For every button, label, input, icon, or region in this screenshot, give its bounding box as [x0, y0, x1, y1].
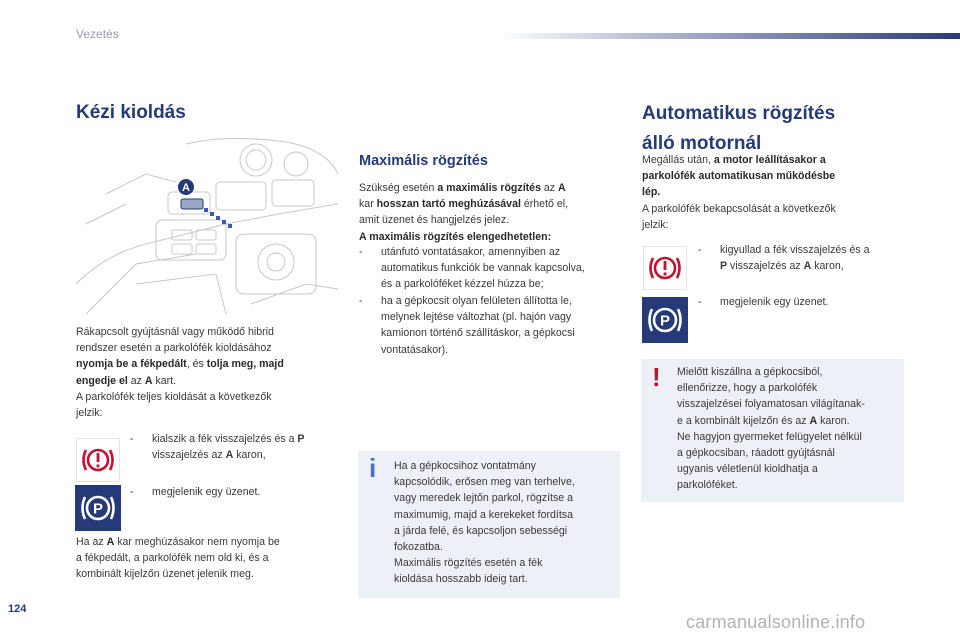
svg-text:P: P	[92, 500, 104, 518]
section-title: Vezetés	[76, 27, 119, 41]
header-bar	[500, 33, 960, 39]
left-note: Ha az A kar meghúzásakor nem nyomja be a fékpedált, a parkolófék nem old ki, és a kombinált kijelzőn üzenet jelenik meg.	[76, 536, 280, 581]
right-item-2: - megjelenik egy üzenet.	[698, 296, 829, 308]
warning-box	[641, 359, 904, 502]
heading-max-lock: Maximális rögzítés	[359, 153, 488, 169]
warning-text: Mielőtt kiszállna a gépkocsiból, ellenőrizze, hogy a parkolófék visszajelzései folyamatosan világítanak- e a kombinált kijelzőn és az A karon. Ne hagyjon gyermeket felügyelet nélkül a gépkocsiban, ráadott gyújtásnál ugyanis véletlenül kioldhatja a parkolóféket.	[677, 366, 865, 492]
info-icon: i	[369, 453, 377, 483]
illustration-label-a: A	[182, 182, 190, 194]
middle-bullet-2: - ha a gépkocsit olyan felületen állította le, melynek lejtése változhat (pl. hajón vagy kamionon történő szállításkor, a gépkocsi vontatásakor).	[359, 295, 575, 356]
parking-brake-icon	[75, 485, 121, 531]
svg-text:P: P	[659, 312, 671, 330]
middle-bullet-1: - utánfutó vontatásakor, amennyiben az automatikus funkciók be vannak kapcsolva, és a parkolóféket kézzel húzza be;	[359, 246, 585, 291]
page-number: 124	[8, 603, 27, 615]
info-box	[358, 451, 620, 598]
info-text: Ha a gépkocsihoz vontatmány kapcsolódik, erősen meg van terhelve, vagy meredek lejtőn parkol, rögzítse a maximumig, majd a kerekeket fordítsa a járda felé, és kapcsoljon sebességi fokozatba. Maximális rögzítés esetén a fék kioldása hosszabb ideig tart.	[394, 460, 575, 586]
brake-warning-icon	[76, 438, 120, 482]
parking-brake-icon	[642, 297, 688, 343]
exclamation-icon: !	[652, 362, 661, 392]
right-intro: Megállás után, a motor leállításakor a parkolófék automatikusan működésbe lép. A parkolófék bekapcsolását a következők jelzik:	[642, 154, 836, 231]
watermark: carmanualsonline.info	[686, 612, 866, 632]
brake-warning-icon	[643, 246, 687, 290]
left-item-2: - megjelenik egy üzenet.	[130, 486, 261, 498]
heading-auto-lock: Automatikus rögzítés álló motornál	[642, 103, 836, 154]
heading-manual-release: Kézi kioldás	[76, 102, 186, 123]
console-illustration	[76, 134, 338, 320]
right-item-1: - kigyullad a fék visszajelzés és a P visszajelzés az A karon,	[698, 244, 870, 273]
left-item-1: - kialszik a fék visszajelzés és a P visszajelzés az A karon,	[130, 433, 305, 462]
left-intro: Rákapcsolt gyújtásnál vagy működő hibrid rendszer esetén a parkolófék kioldásához nyomja be a fékpedált, és tolja meg, majd engedje el az A kart. A parkolófék teljes kioldását a következők jelzik:	[76, 326, 284, 420]
middle-text: Szükség esetén a maximális rögzítés az A kar hosszan tartó meghúzásával érhető el, amit üzenet és hangjelzés jelez. A maximális rögzítés elengedhetetlen:	[359, 182, 569, 243]
